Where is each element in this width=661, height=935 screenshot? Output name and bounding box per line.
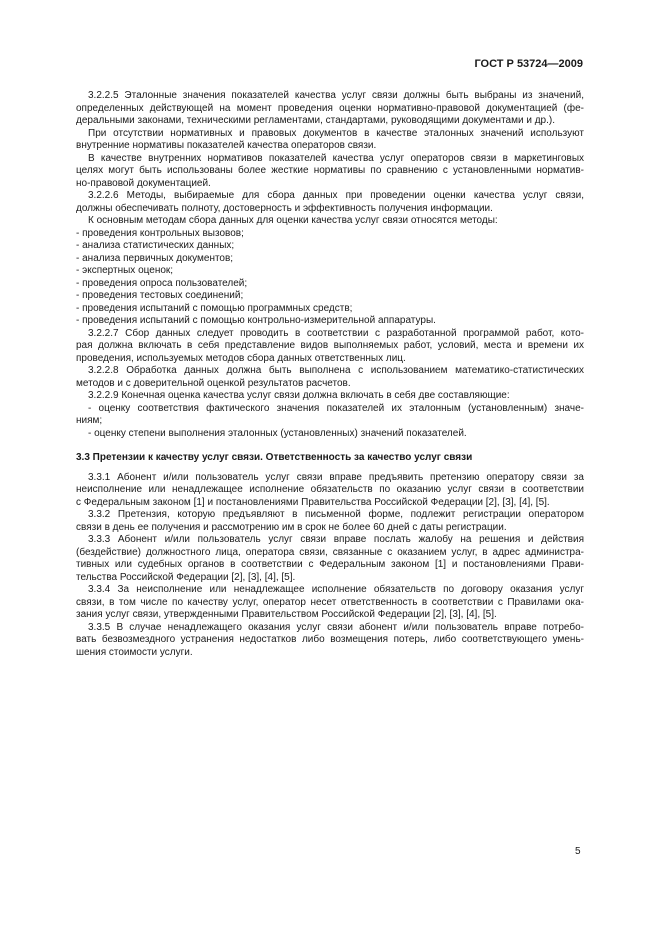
paragraph-line: 3.2.2.8 Обработка данных должна быть выполнена с использованием математико-статистических	[88, 365, 584, 376]
paragraph-line: внутренние нормативы показателей качества операторов связи.	[76, 140, 377, 151]
paragraph	[76, 472, 584, 510]
paragraph-line: (бездействие) должностного лица, оператора связи, связанные с оказанием услуг, в адрес администра-	[76, 546, 584, 558]
section-3-3-paragraphs	[76, 472, 584, 660]
paragraph	[76, 328, 584, 366]
methods-list-item: - анализа статистических данных;	[76, 240, 235, 251]
methods-list-item: - анализа первичных документов;	[76, 252, 234, 264]
paragraph	[76, 128, 584, 153]
paragraph	[76, 153, 584, 191]
document-header-id: ГОСТ Р 53724—2009	[474, 58, 583, 70]
paragraph-line: вать безвозмездного устранения недостатков либо возмещения потерь, либо соответствующего умень-	[76, 634, 584, 645]
paragraph-line: зания услуг связи, утвержденными Правительством Российской Федерации [2], [3], [4], [5].	[76, 609, 497, 620]
paragraph-line: 3.2.2.6 Методы, выбираемые для сбора данных при проведении оценки качества услуг связи,	[88, 190, 584, 201]
paragraph-line: 3.3.5 В случае ненадлежащего оказания услуг связи абонент и/или пользователь вправе потребо-	[88, 621, 584, 633]
paragraph-line: ниям;	[76, 415, 103, 426]
paragraph-line: 3.3.4 За неисполнение или ненадлежащее исполнение обязательств по договору оказания услуг	[88, 584, 584, 595]
paragraph-line: При отсутствии нормативных и правовых документов в качестве эталонных значений используют	[88, 127, 584, 139]
paragraph	[76, 622, 584, 660]
paragraph-line: 3.2.2.9 Конечная оценка качества услуг связи должна включать в себя две составляющие:	[88, 390, 510, 401]
methods-list-item: - проведения опроса пользователей;	[76, 277, 248, 289]
document-body	[76, 90, 584, 659]
paragraphs-block-a	[76, 90, 584, 228]
paragraph-line: 3.2.2.7 Сбор данных следует проводить в соответствии с разработанной программой работ, кото-	[88, 327, 584, 339]
paragraph-line: связи в день ее получения и рассмотрению им в срок не более 60 дней с даты регистрации.	[76, 521, 507, 533]
paragraph-line: но-правовой документацией.	[76, 177, 211, 189]
paragraph-line: тельства Российской Федерации [2], [3], [4], [5].	[76, 571, 296, 583]
methods-list-item: - проведения тестовых соединений;	[76, 290, 244, 301]
section-title: 3.3 Претензии к качеству услуг связи. Ответственность за качество услуг связи	[76, 452, 473, 463]
paragraph-line: 3.2.2.5 Эталонные значения показателей качества услуг связи должны быть выбраны из значений,	[88, 90, 584, 101]
paragraph	[76, 509, 584, 534]
paragraph-line: 3.3.3 Абонент и/или пользователь услуг связи вправе послать жалобу на решения и действия	[88, 534, 584, 545]
paragraph-line: рая должна включать в себя представление видов выполняемых работ, условий, места и времени их	[76, 340, 584, 351]
paragraph-line: 3.3.2 Претензия, которую предъявляют в письменной форме, подлежит регистрации оператором	[88, 509, 584, 520]
paragraph	[76, 428, 584, 441]
paragraph-line: неисполнение или ненадлежащее исполнение обязательств по оказанию услуг связи в соответствии	[76, 484, 584, 495]
methods-list-item: - экспертных оценок;	[76, 265, 174, 276]
paragraph	[76, 390, 584, 403]
paragraph-line: - оценку соответствия фактического значения показателей их эталонным (установленным) значе-	[88, 402, 584, 414]
paragraphs-block-b	[76, 328, 584, 441]
methods-list	[76, 228, 584, 328]
paragraph	[76, 403, 584, 428]
paragraph-line: определенных действующей на момент проведения оценки нормативно-правовой документацией (фе-	[76, 102, 584, 114]
paragraph-line: связи, в том числе по качеству услуг, оператор несет ответственность в соответствии с Правилами ока-	[76, 596, 584, 608]
paragraph	[76, 90, 584, 128]
paragraph-line: деральными законами, техническими регламентами, стандартами, руководящими документами и др.).	[76, 115, 555, 126]
paragraph-line: шения стоимости услуги.	[76, 646, 193, 658]
paragraph-line: с Федеральным законом [1] и постановлениями Правительства Российской Федерации [2], [3], [4], [5].	[76, 496, 550, 508]
methods-list-item: - проведения испытаний с помощью программных средств;	[76, 302, 353, 314]
paragraph	[76, 215, 584, 228]
methods-list-item: - проведения испытаний с помощью контрольно-измерительной аппаратуры.	[76, 315, 436, 326]
paragraph-line: тивных или судебных органов в соответствии с Федеральным законом [1] и постановлениями Прави-	[76, 559, 584, 570]
paragraph-line: целях могут быть использованы более жесткие нормативы по сравнению с установленными норматив-	[76, 165, 584, 176]
methods-list-item: - проведения контрольных вызовов;	[76, 227, 244, 239]
page-number: 5	[575, 846, 581, 857]
paragraph-line: должны обеспечивать полноту, достоверность и эффективность получения информации.	[76, 202, 493, 214]
paragraph-line: К основным методам сбора данных для оценки качества услуг связи относятся методы:	[88, 215, 498, 226]
paragraph	[76, 190, 584, 215]
paragraph-line: проведения, используемых методов сбора данных ответственных лиц.	[76, 352, 406, 364]
paragraph-line: методов и с доверительной оценкой результатов расчетов.	[76, 377, 351, 389]
paragraph	[76, 534, 584, 584]
paragraph	[76, 365, 584, 390]
paragraph-line: 3.3.1 Абонент и/или пользователь услуг связи вправе предъявить претензию оператору связи за	[88, 471, 584, 483]
paragraph-line: В качестве внутренних нормативов показателей качества услуг операторов связи в маркетинговых	[88, 152, 584, 164]
paragraph	[76, 584, 584, 622]
paragraph-line: - оценку степени выполнения эталонных (установленных) значений показателей.	[88, 427, 467, 439]
